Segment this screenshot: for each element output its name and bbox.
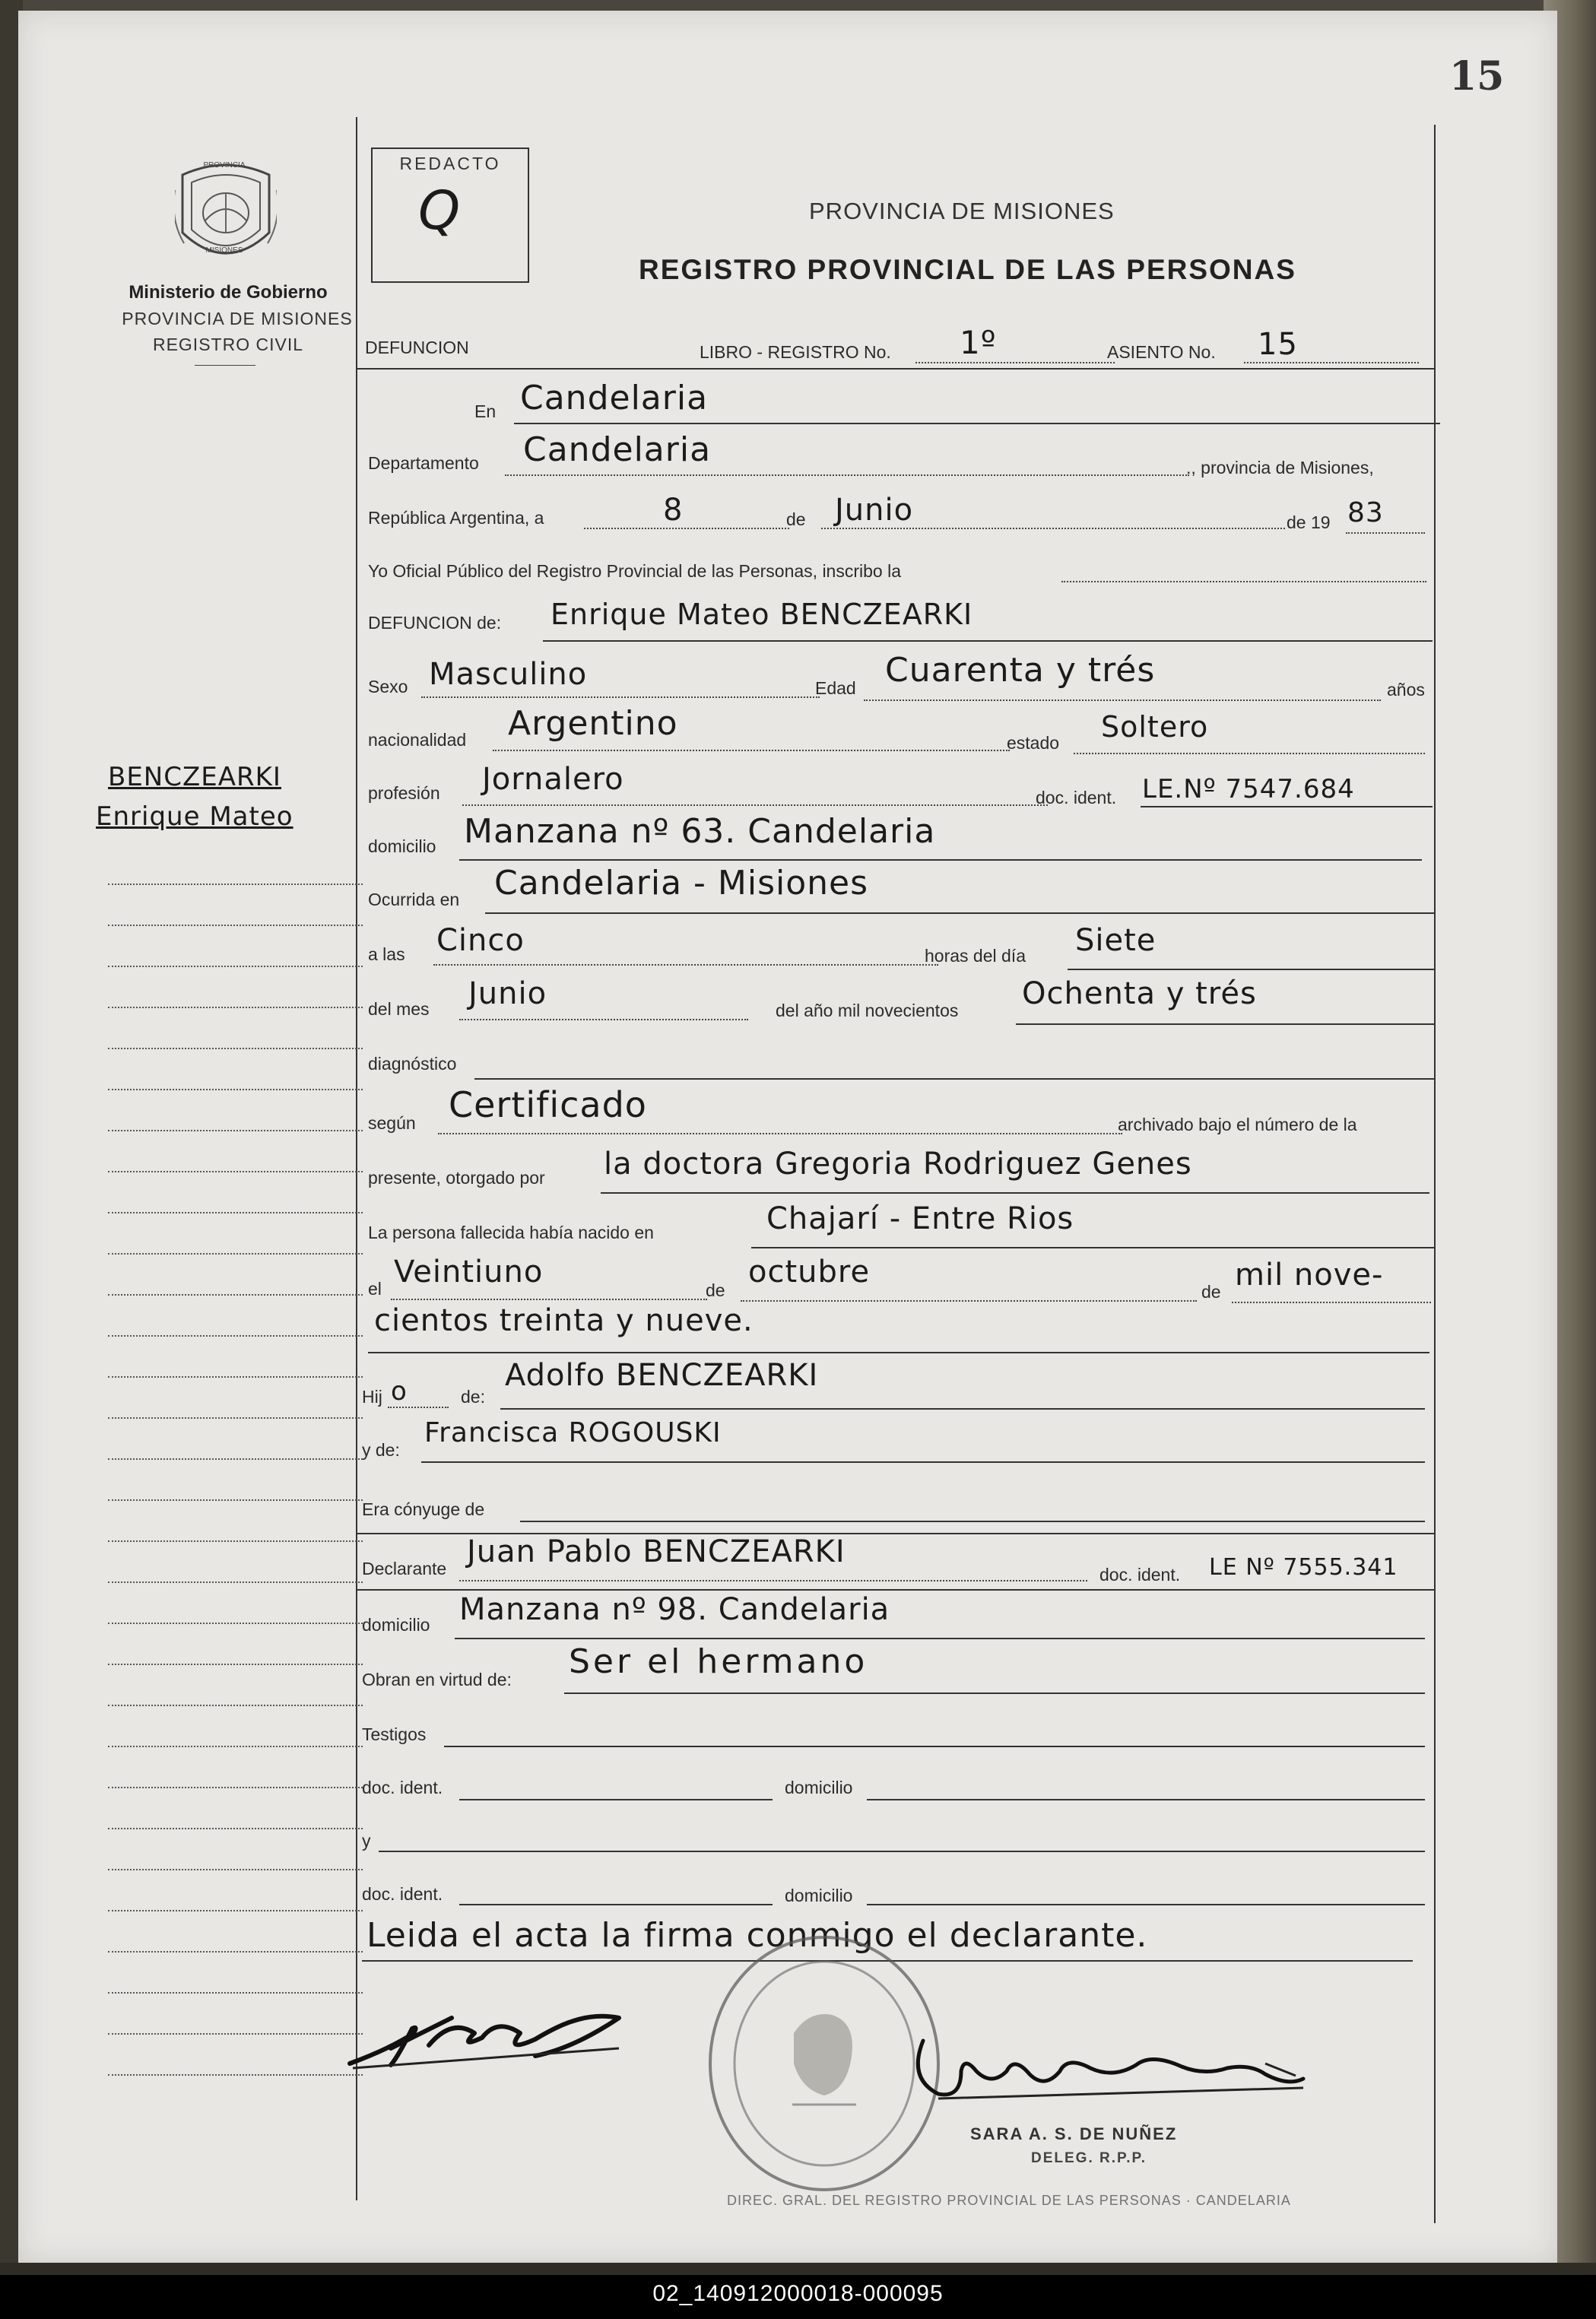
presente-value: la doctora Gregoria Rodriguez Genes bbox=[604, 1147, 1192, 1182]
domicilio2-label: domicilio bbox=[362, 1615, 430, 1635]
domicilio-label: domicilio bbox=[368, 836, 436, 856]
segun-label: según bbox=[368, 1113, 416, 1133]
date-continuation: cientos treinta y nueve. bbox=[374, 1303, 754, 1338]
en-value: Candelaria bbox=[520, 379, 709, 417]
header-separator bbox=[356, 368, 1434, 370]
nacido-label: La persona fallecida había nacido en bbox=[368, 1223, 654, 1242]
seal-bottom-text: MISIONES bbox=[205, 246, 243, 255]
y-label: y bbox=[362, 1831, 371, 1851]
domicilio2-value: Manzana nº 98. Candelaria bbox=[459, 1592, 890, 1627]
seal-top-text: PROVINCIA bbox=[203, 161, 246, 170]
profesion-label: profesión bbox=[368, 783, 440, 803]
de3-value: mil nove- bbox=[1235, 1258, 1384, 1293]
hijo-label: Hij bbox=[362, 1387, 382, 1407]
en-label: En bbox=[474, 401, 497, 421]
nacido-value: Chajarí - Entre Rios bbox=[766, 1201, 1074, 1236]
departamento-label: Departamento bbox=[368, 453, 479, 473]
province-title: PROVINCIA DE MISIONES bbox=[809, 198, 1115, 224]
edad-label: Edad bbox=[815, 678, 856, 698]
madre-value: Francisca ROGOUSKI bbox=[424, 1417, 722, 1448]
asiento-label: ASIENTO No. bbox=[1107, 342, 1216, 362]
year-value: 83 bbox=[1347, 497, 1384, 528]
anio-label: del año mil novecientos bbox=[776, 1001, 959, 1020]
redacto-label: REDACTO bbox=[399, 154, 501, 173]
domicilio3-label: domicilio bbox=[785, 1778, 853, 1797]
year-prefix: de 19 bbox=[1287, 512, 1331, 532]
book-bottom-edge bbox=[0, 2263, 1596, 2275]
sexo-value: Masculino bbox=[429, 657, 588, 692]
nacionalidad-value: Argentino bbox=[508, 704, 678, 743]
conyuge-label: Era cónyuge de bbox=[362, 1499, 485, 1519]
horas-value: Siete bbox=[1075, 923, 1157, 958]
el-label: el bbox=[368, 1279, 382, 1299]
profesion-value: Jornalero bbox=[482, 762, 624, 797]
obran-label: Obran en virtud de: bbox=[362, 1670, 512, 1689]
declarante-value: Juan Pablo BENCZEARKI bbox=[467, 1534, 846, 1569]
doc4-label: doc. ident. bbox=[362, 1884, 443, 1904]
registry-title: REGISTRO PROVINCIAL DE LAS PERSONAS bbox=[639, 254, 1296, 285]
mes-value: Junio bbox=[468, 976, 547, 1011]
defuncion-value: Enrique Mateo BENCZEARKI bbox=[551, 598, 973, 631]
el-value: Veintiuno bbox=[394, 1255, 544, 1290]
day-value: 8 bbox=[663, 493, 684, 528]
testigos-label: Testigos bbox=[362, 1724, 427, 1744]
ministry-name: Ministerio de Gobierno bbox=[129, 282, 328, 303]
closing-statement: Leida el acta la firma conmigo el declarante. bbox=[366, 1916, 1148, 1955]
alas-value: Cinco bbox=[436, 923, 525, 958]
domicilio-value: Manzana nº 63. Candelaria bbox=[464, 812, 936, 851]
oficial-text: Yo Oficial Público del Registro Provincial de las Personas, inscribo la bbox=[368, 561, 901, 581]
doc-label: doc. ident. bbox=[1036, 788, 1117, 807]
ocurrida-value: Candelaria - Misiones bbox=[494, 864, 869, 903]
register-page bbox=[18, 11, 1557, 2263]
hijo-suffix: o bbox=[391, 1376, 408, 1407]
presente-label: presente, otorgado por bbox=[368, 1168, 545, 1188]
sexo-label: Sexo bbox=[368, 677, 408, 696]
estado-value: Soltero bbox=[1101, 710, 1209, 744]
departamento-value: Candelaria bbox=[523, 430, 712, 469]
libro-label: LIBRO - REGISTRO No. bbox=[700, 342, 891, 362]
ministry-seal-icon bbox=[175, 160, 277, 274]
official-signature bbox=[908, 2026, 1318, 2109]
defuncion-label: DEFUNCION de: bbox=[368, 613, 502, 633]
declarante-label: Declarante bbox=[362, 1559, 447, 1578]
ministry-registry: REGISTRO CIVIL bbox=[152, 335, 304, 354]
diagnostico-label: diagnóstico bbox=[368, 1054, 457, 1074]
padre-value: Adolfo BENCZEARKI bbox=[505, 1358, 819, 1393]
margin-surname: BENCZEARKI bbox=[108, 762, 281, 792]
republica-label: República Argentina, a bbox=[368, 508, 544, 528]
doc3-label: doc. ident. bbox=[362, 1778, 443, 1797]
right-border-line bbox=[1434, 125, 1436, 2223]
edad-value: Cuarenta y trés bbox=[885, 651, 1156, 690]
page-number: 15 bbox=[1449, 53, 1505, 100]
hijo-de-label: de: bbox=[461, 1387, 485, 1407]
domicilio4-label: domicilio bbox=[785, 1886, 853, 1905]
provincia-suffix: ., provincia de Misiones, bbox=[1186, 458, 1374, 477]
segun-value: Certificado bbox=[449, 1084, 647, 1125]
doc-value: LE.Nº 7547.684 bbox=[1142, 774, 1355, 804]
redacto-value: Q bbox=[418, 179, 462, 242]
yde-label: y de: bbox=[362, 1440, 400, 1460]
record-type: DEFUNCION bbox=[365, 338, 469, 357]
asiento-value: 15 bbox=[1258, 327, 1298, 362]
image-caption: 02_140912000018-000095 bbox=[652, 2281, 944, 2306]
month-value: Junio bbox=[835, 493, 914, 528]
margin-given-names: Enrique Mateo bbox=[96, 801, 293, 832]
de2-label: de bbox=[706, 1280, 725, 1300]
redacto-box bbox=[371, 148, 529, 283]
libro-value: 1º bbox=[960, 324, 997, 361]
stamp-text: DIREC. GRAL. DEL REGISTRO PROVINCIAL DE LAS PERSONAS · CANDELARIA bbox=[727, 2193, 1291, 2208]
anos-label: años bbox=[1387, 680, 1425, 700]
horas-label: horas del día bbox=[925, 946, 1026, 966]
doc2-label: doc. ident. bbox=[1099, 1565, 1181, 1585]
declarant-signature bbox=[345, 2003, 634, 2071]
nacionalidad-label: nacionalidad bbox=[368, 730, 467, 750]
mes-label: del mes bbox=[368, 999, 430, 1019]
official-title: DELEG. R.P.P. bbox=[1031, 2150, 1147, 2166]
obran-value: Ser el hermano bbox=[569, 1642, 868, 1681]
official-name: SARA A. S. DE NUÑEZ bbox=[970, 2124, 1178, 2143]
anio-value: Ochenta y trés bbox=[1022, 976, 1257, 1011]
de3-label: de bbox=[1201, 1282, 1221, 1302]
de2-value: octubre bbox=[748, 1255, 871, 1290]
ocurrida-label: Ocurrida en bbox=[368, 890, 460, 909]
ministry-province: PROVINCIA DE MISIONES bbox=[122, 309, 353, 328]
archivado-label: archivado bajo el número de la bbox=[1118, 1115, 1357, 1134]
alas-label: a las bbox=[368, 944, 405, 964]
ministry-underline bbox=[195, 365, 255, 366]
left-border-line bbox=[356, 117, 357, 2200]
doc2-value: LE Nº 7555.341 bbox=[1209, 1554, 1398, 1581]
de-label: de bbox=[786, 509, 806, 529]
estado-label: estado bbox=[1007, 733, 1060, 753]
